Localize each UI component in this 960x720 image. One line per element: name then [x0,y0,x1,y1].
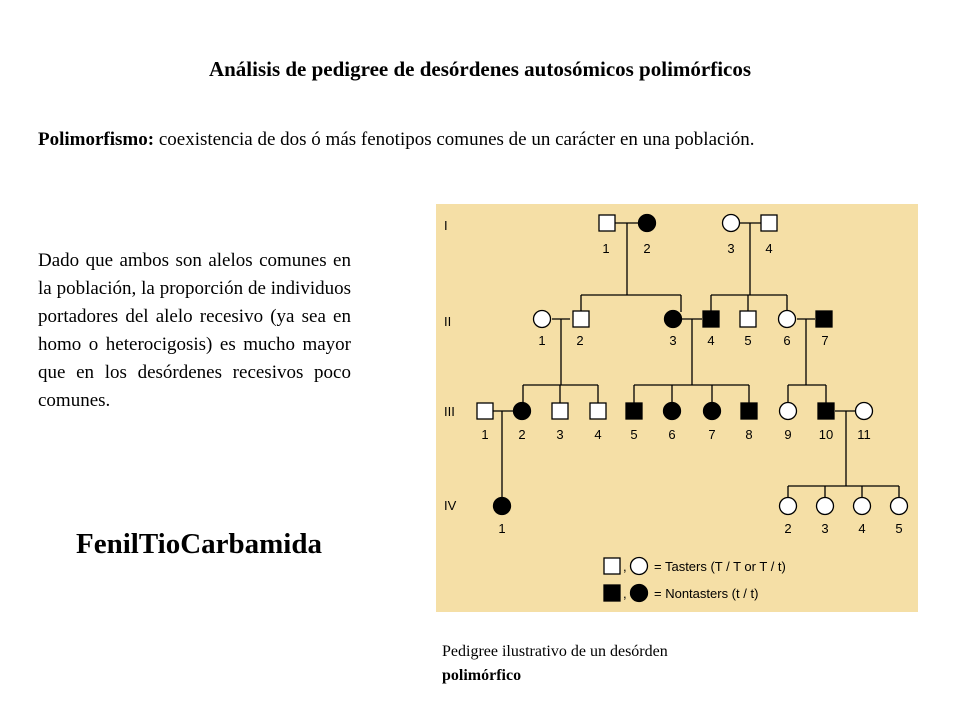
gen-label-2: II [444,314,452,329]
gen2-male-5 [740,311,756,327]
id-label: 3 [556,427,564,442]
gen4-female-5 [891,498,908,515]
pedigree-svg [436,204,918,612]
legend-taster-square [604,558,620,574]
gen2-female-3 [665,311,682,328]
id-label: 6 [668,427,676,442]
id-label: 2 [576,333,584,348]
id-label: 2 [784,521,792,536]
legend-taster-circle [631,558,648,575]
gen4-female-1 [494,498,511,515]
gen1-female-3 [723,215,740,232]
gen2-male-2 [573,311,589,327]
gen3-female-9 [780,403,797,420]
id-label: 5 [630,427,638,442]
gen3-male-1 [477,403,493,419]
id-label: 7 [821,333,829,348]
id-label: 5 [744,333,752,348]
id-label: 9 [784,427,792,442]
gen2-female-6 [779,311,796,328]
id-label: 3 [669,333,677,348]
caption-line-2: polimórfico [442,667,522,684]
gen3-female-11 [856,403,873,420]
gen4-female-4 [854,498,871,515]
gen3-male-10 [818,403,834,419]
gen3-female-6 [664,403,681,420]
gen2-male-4 [703,311,719,327]
id-label: 7 [708,427,716,442]
id-label: 6 [783,333,791,348]
id-label: 10 [818,427,834,442]
gen3-female-2 [514,403,531,420]
id-label: 11 [857,427,871,442]
gen-label-3: III [444,404,455,419]
gen2-male-7 [816,311,832,327]
legend-tasters-label: = Tasters (T / T or T / t) [654,559,786,574]
pedigree-symbols [477,215,908,602]
gen1-male-1 [599,215,615,231]
id-label: 4 [765,241,773,256]
definition [38,126,886,153]
id-label: 4 [858,521,866,536]
id-label: 4 [707,333,715,348]
svg-text:,: , [623,559,627,574]
id-label: 1 [481,427,489,442]
id-label: 3 [727,241,735,256]
id-label: 2 [518,427,526,442]
id-label: 2 [643,241,651,256]
id-label: 4 [594,427,602,442]
id-label: 8 [745,427,753,442]
gen-label-1: I [444,218,448,233]
gen2-female-1 [534,311,551,328]
id-label: 1 [602,241,610,256]
page-title: Análisis de pedigree de desórdenes autosómicos polimórficos [208,57,752,81]
gen4-female-3 [817,498,834,515]
gen3-male-4 [590,403,606,419]
svg-text:,: , [623,586,627,601]
figure-caption [442,640,668,688]
gen3-female-7 [704,403,721,420]
gen4-female-2 [780,498,797,515]
id-label: 5 [895,521,903,536]
legend-nontaster-square [604,585,620,601]
id-label: 1 [538,333,546,348]
gen-label-4: IV [444,498,457,513]
gen3-male-5 [626,403,642,419]
id-label: 1 [498,521,506,536]
caption-line-1: Pedigree ilustrativo de un desórden [442,643,668,660]
definition-text: coexistencia de dos ó más fenotipos comunes de un carácter en una población. [154,129,755,150]
highlight-term: FenilTioCarbamida [76,528,322,560]
gen1-female-2 [639,215,656,232]
definition-term: Polimorfismo: [38,129,155,150]
id-label: 3 [821,521,829,536]
gen1-male-4 [761,215,777,231]
legend-nontasters-label: = Nontasters (t / t) [654,586,759,601]
legend-nontaster-circle [631,585,648,602]
gen3-male-3 [552,403,568,419]
body-paragraph: Dado que ambos son alelos comunes en la población, la proporción de individuos portadores del alelo recesivo (ya sea en homo o heterocigosis) es mucho mayor que en los desórdenes recesivos poco comunes. [38,250,351,411]
gen3-male-8 [741,403,757,419]
pedigree-lines [493,223,899,506]
pedigree-figure [436,204,918,612]
